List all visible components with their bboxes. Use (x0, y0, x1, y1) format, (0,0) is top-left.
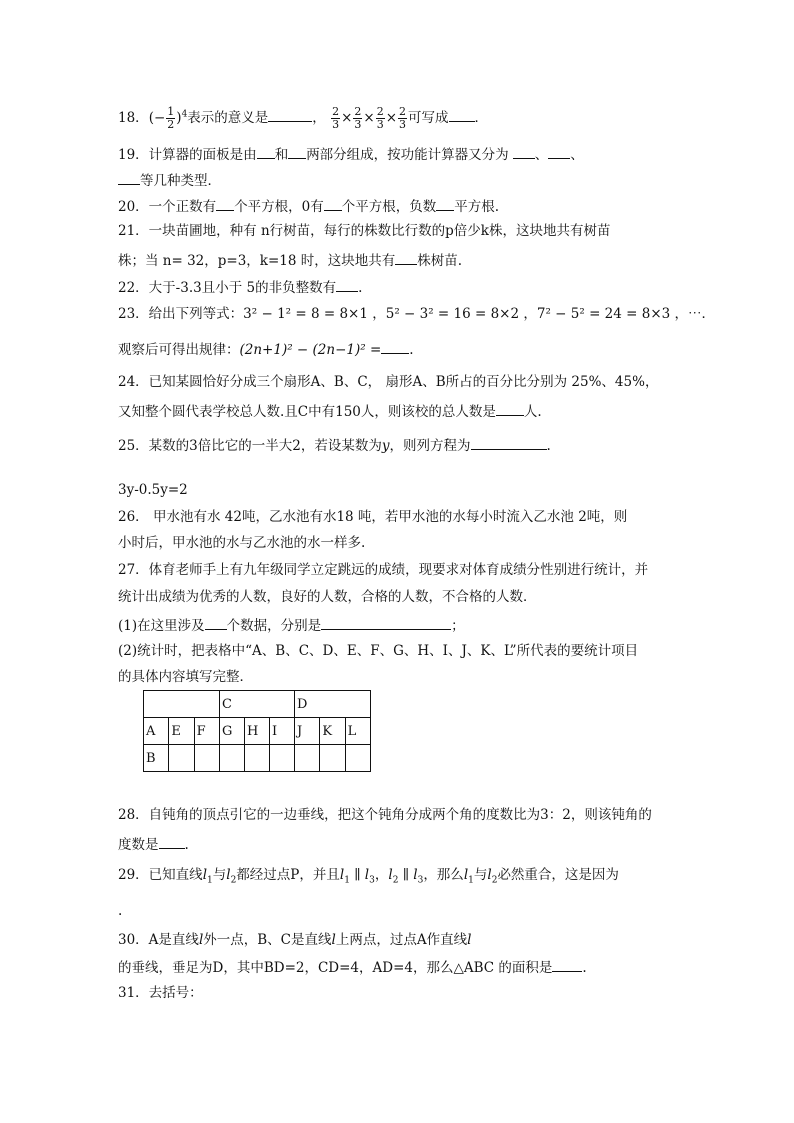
question-24: 24．已知某圆恰好分成三个扇形A、B、C， 扇形A、B所占的百分比分别为 25%、45%， (118, 374, 659, 390)
question-29: 29．已知直线$l_1$与$l_2$都经过点P，并且$l_1$ ∥ $l_3$，$l_2$ ∥ $l_3$，那么$l_1$与$l_2$必然重合，这是因为 (118, 867, 619, 886)
table-row: A E F G H I J K L (144, 718, 371, 745)
answer-blank[interactable] (436, 196, 454, 211)
question-27-line3: (1)在这里涉及 个数据，分别是 ； (118, 615, 465, 635)
table-row: B (144, 745, 371, 772)
question-25: 25．某数的3倍比它的一半大2，若设某数为y，则列方程为 . (118, 435, 551, 455)
question-26: 26． 甲水池有水 42吨，乙水池有水18 吨，若甲水池的水每小时流入乙水池 2吨，则 (118, 509, 628, 525)
question-31: 31．去括号： (118, 985, 203, 1001)
answer-blank[interactable] (395, 250, 417, 265)
question-21: 21．一块苗圃地，种有 n行树苗，每行的株数比行数的p倍少k株，这块地共有树苗 (118, 223, 611, 239)
answer-blank[interactable] (118, 170, 140, 185)
question-20: 20．一个正数有 个平方根，0有 个平方根，负数 平方根. (118, 196, 499, 216)
answer-blank[interactable] (548, 144, 570, 159)
answer-blank[interactable] (216, 196, 234, 211)
answer-blank[interactable] (268, 107, 312, 122)
question-27-line4: (2)统计时，把表格中“A、B、C、D、E、F、G、H、I、J、K、L”所代表的要统计项目 (118, 643, 639, 659)
answer-blank[interactable] (496, 401, 524, 416)
question-25-answer: 3y-0.5y=2 (118, 482, 188, 498)
question-24-cont: 又知整个圆代表学校总人数.且C中有150人，则该校的总人数是 人. (118, 401, 542, 421)
answer-blank[interactable] (552, 957, 582, 972)
answer-blank[interactable] (471, 435, 547, 450)
answer-blank[interactable] (321, 615, 451, 630)
question-22: 22．大于-3.3且小于 5的非负整数有 . (118, 277, 362, 297)
statistics-table (143, 690, 371, 772)
answer-blank[interactable] (324, 196, 342, 211)
question-18: 18．(− $\frac{1}{2}$ )$^4$表示的意义是 ， $\frac{2}{3}$ × $\frac{2}{3}$ × $\frac{2}{3}$ × $\frac{2}{3}$ 可写成 ． (118, 105, 489, 131)
question-28: 28．自钝角的顶点引它的一边垂线，把这个钝角分成两个角的度数比为3：2，则该钝角的 (118, 807, 652, 823)
question-23-cont: 观察后可得出规律：(2n+1)² − (2n−1)² = . (118, 339, 414, 359)
question-21-cont: 株；当 n= 32，p=3，k=18 时，这块地共有 株树苗. (118, 250, 462, 270)
question-19: 19．计算器的面板是由 和 两部分组成，按功能计算器又分为 、 、 (118, 144, 584, 164)
question-27-line2: 统计出成绩为优秀的人数，良好的人数，合格的人数，不合格的人数． (118, 589, 537, 605)
question-30-cont: 的垂线，垂足为D，其中BD=2，CD=4，AD=4，那么△ABC 的面积是 . (118, 957, 587, 977)
question-27-line5: 的具体内容填写完整． (118, 669, 253, 685)
question-29-cont: . (118, 903, 123, 919)
answer-blank[interactable] (159, 834, 185, 849)
answer-blank[interactable] (513, 144, 535, 159)
answer-blank[interactable] (336, 277, 358, 292)
answer-blank[interactable] (449, 107, 475, 122)
question-23: 23．给出下列等式：3² − 1² = 8 = 8×1 ，5² − 3² = 16 = 8×2 ，7² − 5² = 24 = 8×3 ，⋯． (118, 306, 716, 322)
table-row: C D (144, 691, 371, 718)
question-30: 30．A是直线l外一点，B、C是直线l上两点，过点A作直线l (118, 932, 472, 948)
question-26-cont: 小时后，甲水池的水与乙水池的水一样多. (118, 535, 366, 551)
question-27: 27．体育老师手上有九年级同学立定跳远的成绩，现要求对体育成绩分性别进行统计，并 (118, 562, 649, 578)
answer-blank[interactable] (381, 339, 409, 354)
question-28-cont: 度数是 . (118, 834, 189, 854)
fraction-one-half: $\frac{1}{2}$ (167, 105, 175, 131)
question-19-cont: 等几种类型． (118, 170, 221, 190)
answer-blank[interactable] (205, 615, 227, 630)
answer-blank[interactable] (288, 144, 306, 159)
answer-blank[interactable] (257, 144, 275, 159)
